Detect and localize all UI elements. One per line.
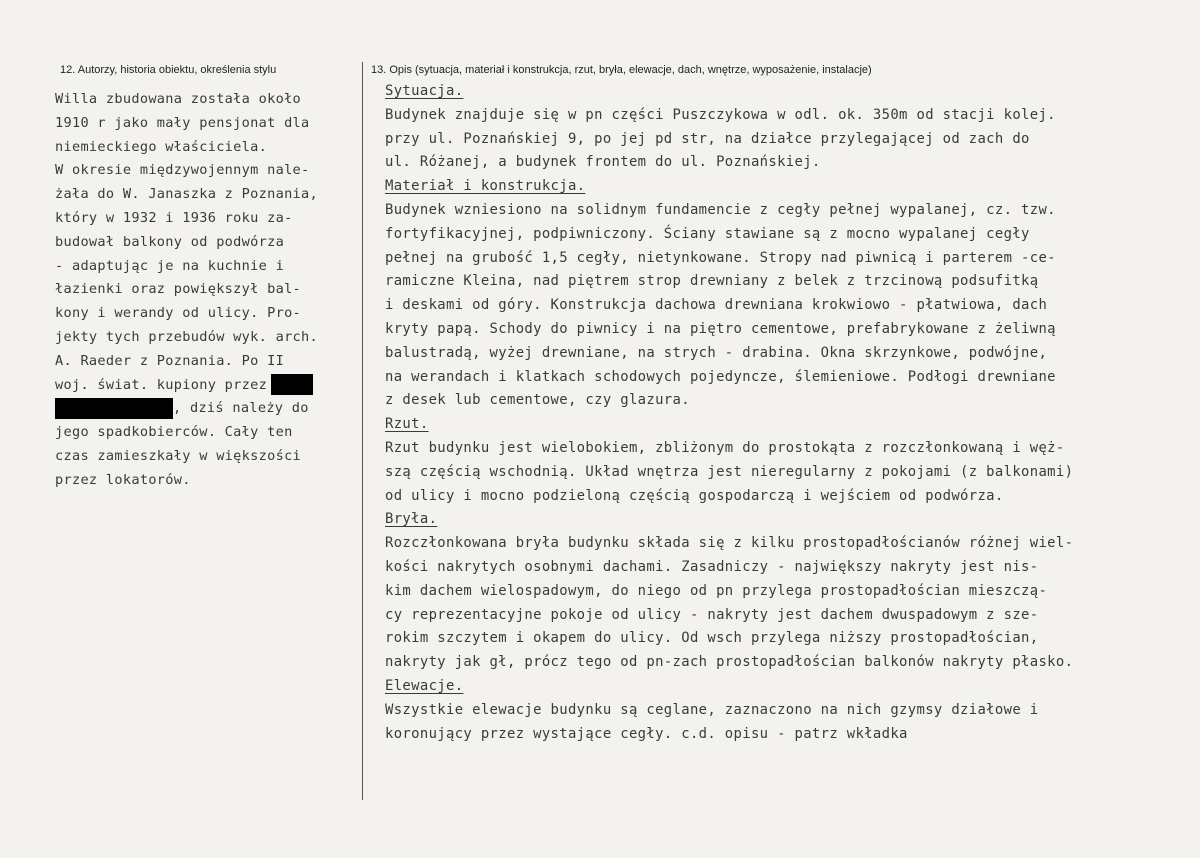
section-heading: Materiał i konstrukcja. xyxy=(385,178,586,195)
description-line: Budynek znajduje się w pn części Puszczykowa w odl. ok. 350m od stacji kolej. xyxy=(385,106,1056,123)
description-line: Budynek wzniesiono na solidnym fundamencie z cegły pełnej wypalanej, cz. tzw. xyxy=(385,201,1056,218)
section-heading: Bryła. xyxy=(385,511,438,528)
description-line: balustradą, wyżej drewniane, na strych - drabina. Okna skrzynkowe, podwójne, xyxy=(385,344,1048,361)
description-line: koronujący przez wystające cegły. c.d. opisu - patrz wkładka xyxy=(385,725,908,742)
section-heading: Rzut. xyxy=(385,416,429,433)
history-line: jego spadkobierców. Cały ten xyxy=(55,424,293,441)
description-line: ul. Różanej, a budynek frontem do ul. Poznańskiej. xyxy=(385,154,821,171)
history-line: niemieckiego właściciela. xyxy=(55,138,268,155)
description-line: rokim szczytem i okapem do ulicy. Od wsch przylega niższy prostopadłościan, xyxy=(385,630,1039,647)
history-line-with-redaction xyxy=(55,397,365,421)
description-line: Rozczłonkowana bryła budynku składa się z kilku prostopadłościanów różnej wiel- xyxy=(385,535,1074,552)
history-line-text: woj. świat. kupiony przez xyxy=(55,376,268,393)
description-line: Wszystkie elewacje budynku są ceglane, zaznaczono na nich gzymsy działowe i xyxy=(385,701,1039,718)
history-line: jekty tych przebudów wyk. arch. xyxy=(55,328,319,345)
description-line: kim dachem wielospadowym, do niego od pn przylega prostopadłościan mieszczą- xyxy=(385,582,1048,599)
description-line: z desek lub cementowe, czy glazura. xyxy=(385,392,690,409)
history-line: łazienki oraz powiększył bal- xyxy=(55,281,302,298)
description-line: fortyfikacyjnej, podpiwniczony. Ściany stawiane są z mocno wypalanej cegły xyxy=(385,225,1030,242)
history-line: który w 1932 i 1936 roku za- xyxy=(55,209,293,226)
description-line: szą częścią wschodnią. Układ wnętrza jest nieregularny z pokojami (z balkonami) xyxy=(385,463,1074,480)
history-line: żała do W. Janaszka z Poznania, xyxy=(55,186,319,203)
section-heading: Sytuacja. xyxy=(385,83,464,99)
description-line: na werandach i klatkach schodowych pojedyncze, ślemieniowe. Podłogi drewniane xyxy=(385,368,1056,385)
section-13-header: 13. Opis (sytuacja, materiał i konstrukcja, rzut, bryła, elewacje, dach, wnętrze, wyposażenie, instalacje) xyxy=(371,64,872,76)
history-line: W okresie międzywojennym nale- xyxy=(55,162,310,179)
description-line: ramiczne Kleina, nad piętrem strop drewniany z belek z trzcinową podsufitką xyxy=(385,273,1039,290)
history-line: Willa zbudowana została około xyxy=(55,91,302,107)
description-line: Rzut budynku jest wielobokiem, zbliżonym do prostokąta z rozczłonkowaną i węż- xyxy=(385,439,1065,456)
description-line: i deskami od góry. Konstrukcja dachowa drewniana krokwiowo - płatwiowa, dach xyxy=(385,297,1048,314)
section-heading: Elewacje. xyxy=(385,677,464,694)
description-line: kryty papą. Schody do piwnicy i na piętro cementowe, prefabrykowane z żeliwną xyxy=(385,320,1056,337)
section-12-header: 12. Autorzy, historia obiektu, określenia stylu xyxy=(60,64,277,76)
description-line: pełnej na grubość 1,5 cegły, nietynkowane. Stropy nad piwnicą i parterem -ce- xyxy=(385,249,1056,266)
redaction-block xyxy=(271,374,313,395)
history-line-with-redaction xyxy=(55,374,365,398)
history-line: - adaptując je na kuchnie i xyxy=(55,257,285,274)
history-line: przez lokatorów. xyxy=(55,471,191,488)
description-line: kości nakrytych osobnymi dachami. Zasadniczy - największy nakryty jest nis- xyxy=(385,558,1039,575)
history-line: czas zamieszkały w większości xyxy=(55,447,302,464)
description-line: przy ul. Poznańskiej 9, po jej pd str, na działce przylegającej od zach do xyxy=(385,130,1030,147)
history-column xyxy=(55,88,365,493)
history-line: A. Raeder z Poznania. Po II xyxy=(55,352,285,369)
history-line: 1910 r jako mały pensjonat dla xyxy=(55,114,310,131)
history-line-text: , dziś należy do xyxy=(173,400,309,417)
description-line: cy reprezentacyjne pokoje od ulicy - nakryty jest dachem dwuspadowym z sze- xyxy=(385,606,1039,623)
description-line: nakryty jak gł, prócz tego od pn-zach prostopadłościan balkonów nakryty płasko. xyxy=(385,654,1074,671)
description-line: od ulicy i mocno podzieloną częścią gospodarczą i wejściem od podwórza. xyxy=(385,487,1004,504)
redaction-block xyxy=(55,398,173,419)
description-column xyxy=(385,80,1185,746)
history-line: budował balkony od podwórza xyxy=(55,233,285,250)
history-line: kony i werandy od ulicy. Pro- xyxy=(55,305,302,322)
